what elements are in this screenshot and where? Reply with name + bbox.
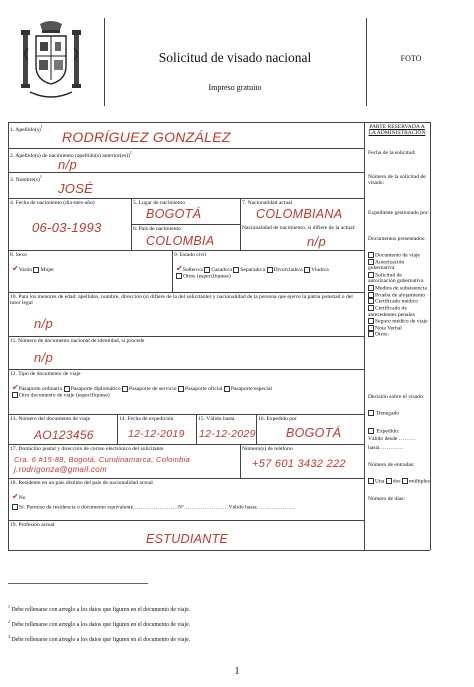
birth-place-field[interactable]: BOGOTÁ <box>146 207 202 221</box>
nationality-label: 7. Nacionalidad actual <box>242 200 293 206</box>
travel-doc-type-label: 12. Tipo de documento de viaje <box>10 371 81 377</box>
phone-label: Número(s) de teléfono <box>242 446 293 452</box>
birth-date-label: 4. Fecha de nacimiento (día-mes-año) <box>10 200 95 206</box>
profession-label: 19. Profesión actual <box>10 522 55 528</box>
checkbox-icon[interactable] <box>368 272 374 278</box>
civil-status-label: 9. Estado civil <box>174 252 207 258</box>
admin-decision-label: Decisión sobre el visado: <box>368 394 425 400</box>
admin-documents-presented: Documentos presentados: <box>368 236 426 242</box>
checkmark-icon: ✔ <box>12 264 19 273</box>
sex-label: 8. Sexo <box>10 252 27 258</box>
checkbox-icon[interactable] <box>386 478 392 484</box>
birth-place-label: 5. Lugar de nacimiento <box>133 200 185 206</box>
birth-nationality-field[interactable]: n/p <box>307 234 326 249</box>
footnote: $^1$ Debe rellenarse con arreglo a los datos que figuren en el documento de viaje. <box>8 604 191 613</box>
address-label: 17. Domicilio postal y dirección de correo electrónico del solicitante <box>10 446 164 452</box>
checkbox-icon[interactable] <box>368 410 374 416</box>
checkbox-icon[interactable] <box>368 478 374 484</box>
civil-status-options[interactable]: ✔Soltero/a Casado/a Separado/a Divorciado/a Viudo/a Otros (especifíquese) <box>176 264 329 280</box>
checkbox-icon[interactable] <box>368 325 374 331</box>
admin-handled-by: Expediente gestionado por: <box>368 210 430 216</box>
checkbox-icon[interactable] <box>178 386 184 392</box>
valid-until-label: 15. Válido hasta <box>198 416 235 422</box>
page-subtitle: Impreso gratuito <box>208 83 262 92</box>
residence-yes-option[interactable]: Sí. Permiso de residencia o documento equivalente……………………Nº……………………Válido hasta………………… <box>12 504 362 511</box>
footnote: $^2$ Debe rellenarse con arreglo a los datos que figuren en el documento de viaje. <box>8 619 191 628</box>
issue-date-label: 14. Fecha de expedición <box>119 416 174 422</box>
residence-label: 18. Residente en un país distinto del país de nacionalidad actual <box>10 480 153 486</box>
admin-application-date: Fecha de la solicitud: <box>368 150 416 156</box>
checkbox-icon[interactable] <box>224 386 230 392</box>
sex-options[interactable]: ✔Varón Mujer <box>12 264 55 273</box>
checkbox-icon[interactable] <box>368 428 374 434</box>
checkmark-icon: ✔ <box>12 383 19 392</box>
issued-by-field[interactable]: BOGOTÁ <box>286 426 342 440</box>
checkbox-icon[interactable] <box>402 478 408 484</box>
checkbox-icon[interactable] <box>368 298 374 304</box>
admin-valid-from: Válido desde ……… <box>368 436 416 442</box>
checkbox-icon[interactable] <box>368 318 374 324</box>
checkbox-icon[interactable] <box>233 267 239 273</box>
email-field[interactable]: j.rodrigonza@gmail.com <box>14 465 107 474</box>
guardian-label: 10. Para los menores de edad: apellidos, nombre, dirección (si difiere de la del solicitante) y nacionalidad de la persona que ejerce la patria potestad o del tutor legal <box>10 294 353 307</box>
residence-no-option[interactable]: ✔No <box>12 492 26 501</box>
checkbox-icon[interactable] <box>368 305 374 311</box>
admin-entries-label: Número de entradas: <box>368 462 415 468</box>
checkmark-icon: ✔ <box>176 264 183 273</box>
checkbox-icon[interactable] <box>368 331 374 337</box>
checkbox-icon[interactable] <box>204 267 210 273</box>
valid-until-field[interactable]: 12-12-2029 <box>199 428 256 440</box>
checkbox-icon[interactable] <box>122 386 128 392</box>
travel-doc-type-options[interactable]: ✔Pasaporte ordinario Pasaporte diplomático Pasaporte de servicio Pasaporte oficial Pasaporte especial Otro documento de viaje (especifíquese) <box>12 383 272 399</box>
checkbox-icon[interactable] <box>12 392 18 398</box>
given-name-label: 3. $Nombre(s)^1$ <box>10 174 42 183</box>
checkbox-icon[interactable] <box>267 267 273 273</box>
travel-doc-number-field[interactable]: AO123456 <box>34 428 94 442</box>
checkbox-icon[interactable] <box>176 273 182 279</box>
admin-denied-option[interactable]: Denegado <box>368 410 399 417</box>
checkbox-icon[interactable] <box>12 504 18 510</box>
birth-surname-label: 2. Apellido(s) de nacimiento (apellido(s) anterior(es))$^1$ <box>10 150 132 159</box>
profession-field[interactable]: ESTUDIANTE <box>146 532 229 546</box>
issue-date-field[interactable]: 12-12-2019 <box>128 428 185 440</box>
travel-doc-number-label: 13. Número del documento de viaje <box>10 416 91 422</box>
surname-field[interactable]: RODRÍGUEZ GONZÁLEZ <box>62 129 231 145</box>
checkbox-icon[interactable] <box>368 259 374 265</box>
checkbox-icon[interactable] <box>64 386 70 392</box>
admin-application-number: Número de la solicitud de visado: <box>368 174 426 187</box>
issued-by-label: 16. Expedido por <box>258 416 297 422</box>
national-id-field[interactable]: n/p <box>34 350 53 365</box>
checkbox-icon[interactable] <box>368 292 374 298</box>
admin-entries-options[interactable]: Una dos múltiples <box>368 478 430 485</box>
national-id-label: 11. Número de documento nacional de identidad, si procede <box>10 338 145 344</box>
birth-surname-field[interactable]: n/p <box>58 157 77 172</box>
checkbox-icon[interactable] <box>304 267 310 273</box>
page-title: Solicitud de visado nacional <box>158 50 312 65</box>
admin-issued-option[interactable]: Expedido: <box>368 428 399 435</box>
admin-valid-to: hasta ………… <box>368 445 404 451</box>
coat-of-arms <box>20 18 82 106</box>
birth-country-label: 6. País de nacimiento <box>133 226 181 232</box>
phone-field[interactable]: +57 601 3432 222 <box>252 458 346 470</box>
birth-date-field[interactable]: 06-03-1993 <box>32 220 102 235</box>
checkbox-icon[interactable] <box>368 252 374 258</box>
checkbox-icon[interactable] <box>368 285 374 291</box>
admin-documents-list: Documento de viaje Autorización gubernativa Solicitud de autorización gubernativa Medios de subsistencia Prueba de alojamiento Certificado médico Certificado de antecedentes penales Seguro médico de viaje Nota Verbal Otros: <box>368 252 428 338</box>
admin-days-label: Número de días: <box>368 496 405 502</box>
photo-label: FOTO <box>400 54 422 63</box>
given-name-field[interactable]: JOSÉ <box>58 181 94 196</box>
nationality-field[interactable]: COLOMBIANA <box>256 207 343 221</box>
checkbox-icon[interactable] <box>33 267 39 273</box>
checkmark-icon: ✔ <box>12 492 19 501</box>
admin-section-title: PARTE RESERVADA A LA ADMINISTRACIÓN <box>368 124 426 137</box>
page-number: 1 <box>234 666 240 677</box>
birth-country-field[interactable]: COLOMBIA <box>146 234 215 248</box>
birth-nationality-label: Nacionalidad de nacimiento, si difiere de la actual: <box>242 225 356 231</box>
surname-label: 1. $Apellido(s)^1$ <box>10 124 43 133</box>
footnote: $^3$ Debe rellenarse con arreglo a los datos que figuren en el documento de viaje. <box>8 634 191 643</box>
guardian-field[interactable]: n/p <box>34 316 53 331</box>
address-field[interactable]: Cra. 6 #15-88, Bogotá, Cundinamarca, Colombia <box>14 455 191 464</box>
